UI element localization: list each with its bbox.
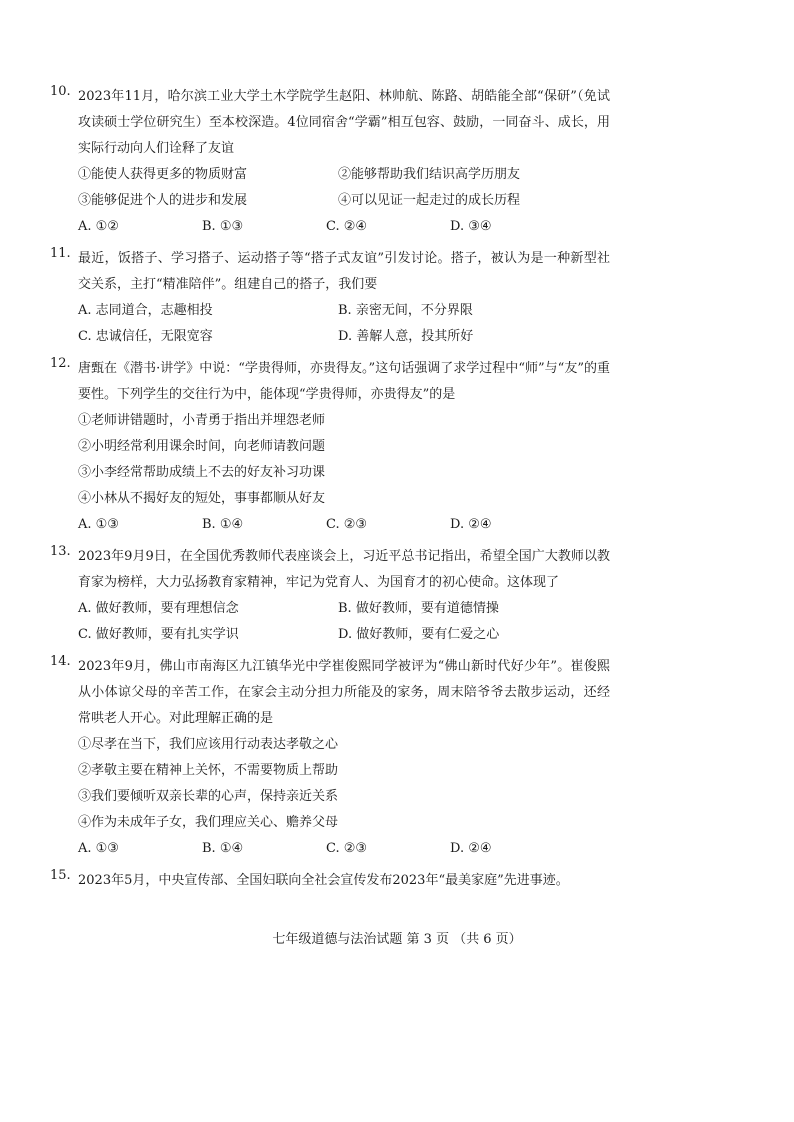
- option-c: C. 做好教师，要有扎实学识: [78, 627, 239, 642]
- statement-grid: [78, 162, 610, 214]
- answer-options: [78, 836, 610, 862]
- option-b: B. ①④: [202, 841, 244, 856]
- statement-4: ④可以见证一起走过的成长历程: [338, 193, 521, 208]
- option-a: A. ①③: [78, 517, 119, 532]
- option-b: B. 做好教师，要有道德情操: [338, 601, 499, 616]
- question-12: [50, 356, 610, 538]
- statement-4: ④作为未成年子女，我们理应关心、赡养父母: [78, 815, 339, 830]
- question-13: [50, 544, 610, 648]
- option-b: B. 亲密无间，不分界限: [338, 303, 473, 318]
- statement-2: ②孝敬主要在精神上关怀，不需要物质上帮助: [78, 763, 339, 778]
- option-b: B. ①③: [202, 219, 244, 234]
- option-a: A. 志同道合，志趣相投: [78, 303, 213, 318]
- question-11: [50, 246, 610, 350]
- option-a: A. ①③: [78, 841, 119, 856]
- question-number: 10.: [50, 84, 71, 99]
- statement-1: ①尽孝在当下，我们应该用行动表达孝敬之心: [78, 737, 339, 752]
- statement-3: ③我们要倾听双亲长辈的心声，保持亲近关系: [78, 789, 339, 804]
- question-stem: 2023年11月，哈尔滨工业大学土木学院学生赵阳、林帅航、陈路、胡皓能全部“保研”（免试攻读硕士学位研究生）至本校深造。4位同宿舍“学霸”相互包容、鼓励，一同奋斗、成长，用实际行动向人们诠释了友谊: [78, 89, 610, 156]
- question-number: 15.: [50, 868, 71, 883]
- question-10: [50, 84, 610, 240]
- statement-1: ①老师讲错题时，小青勇于指出并埋怨老师: [78, 413, 326, 428]
- option-c: C. ②④: [326, 219, 368, 234]
- option-b: B. ①④: [202, 517, 244, 532]
- option-c: C. ②③: [326, 841, 368, 856]
- answer-options: [78, 298, 610, 350]
- option-d: D. ②④: [450, 517, 492, 532]
- question-list: [50, 84, 610, 900]
- option-d: D. 做好教师，要有仁爱之心: [338, 627, 500, 642]
- option-c: C. 忠诚信任，无限宽容: [78, 329, 213, 344]
- statement-2: ②能够帮助我们结识高学历朋友: [338, 167, 521, 182]
- statement-2: ②小明经常利用课余时间，向老师请教问题: [78, 439, 326, 454]
- option-a: A. 做好教师，要有理想信念: [78, 601, 239, 616]
- statement-3: ③小李经常帮助成绩上不去的好友补习功课: [78, 465, 326, 480]
- option-d: D. ②④: [450, 841, 492, 856]
- option-d: D. 善解人意，投其所好: [338, 329, 474, 344]
- question-number: 12.: [50, 356, 71, 371]
- question-number: 13.: [50, 544, 71, 559]
- statement-1: ①能使人获得更多的物质财富: [78, 167, 248, 182]
- option-c: C. ②③: [326, 517, 368, 532]
- question-stem: 2023年9月，佛山市南海区九江镇华光中学崔俊熙同学被评为“佛山新时代好少年”。崔俊熙从小体谅父母的辛苦工作，在家会主动分担力所能及的家务，周末陪爷爷去散步运动，还经常哄老人开心。对此理解正确的是: [78, 659, 610, 726]
- answer-options: [78, 596, 610, 648]
- answer-options: [78, 214, 610, 240]
- question-stem: 唐甄在《潜书·讲学》中说：“学贵得师，亦贵得友。”这句话强调了求学过程中“师”与“友”的重要性。下列学生的交往行为中，能体现“学贵得师，亦贵得友”的是: [78, 361, 610, 402]
- statement-3: ③能够促进个人的进步和发展: [78, 193, 248, 208]
- question-stem: 最近，饭搭子、学习搭子、运动搭子等“搭子式友谊”引发讨论。搭子，被认为是一种新型社交关系，主打“精准陪伴”。组建自己的搭子，我们要: [78, 251, 610, 292]
- question-stem: 2023年5月，中央宣传部、全国妇联向全社会宣传发布2023年“最美家庭”先进事迹。: [78, 873, 569, 888]
- question-stem: 2023年9月9日，在全国优秀教师代表座谈会上，习近平总书记指出，希望全国广大教师以教育家为榜样，大力弘扬教育家精神，牢记为党育人、为国育才的初心使命。这体现了: [78, 549, 610, 590]
- page-footer: 七年级道德与法治试题 第 3 页 （共 6 页）: [272, 932, 522, 947]
- question-number: 11.: [50, 246, 71, 261]
- question-number: 14.: [50, 654, 71, 669]
- option-d: D. ③④: [450, 219, 492, 234]
- statement-4: ④小林从不揭好友的短处，事事都顺从好友: [78, 491, 326, 506]
- question-15: [50, 868, 610, 894]
- option-a: A. ①②: [78, 219, 119, 234]
- question-14: [50, 654, 610, 862]
- answer-options: [78, 512, 610, 538]
